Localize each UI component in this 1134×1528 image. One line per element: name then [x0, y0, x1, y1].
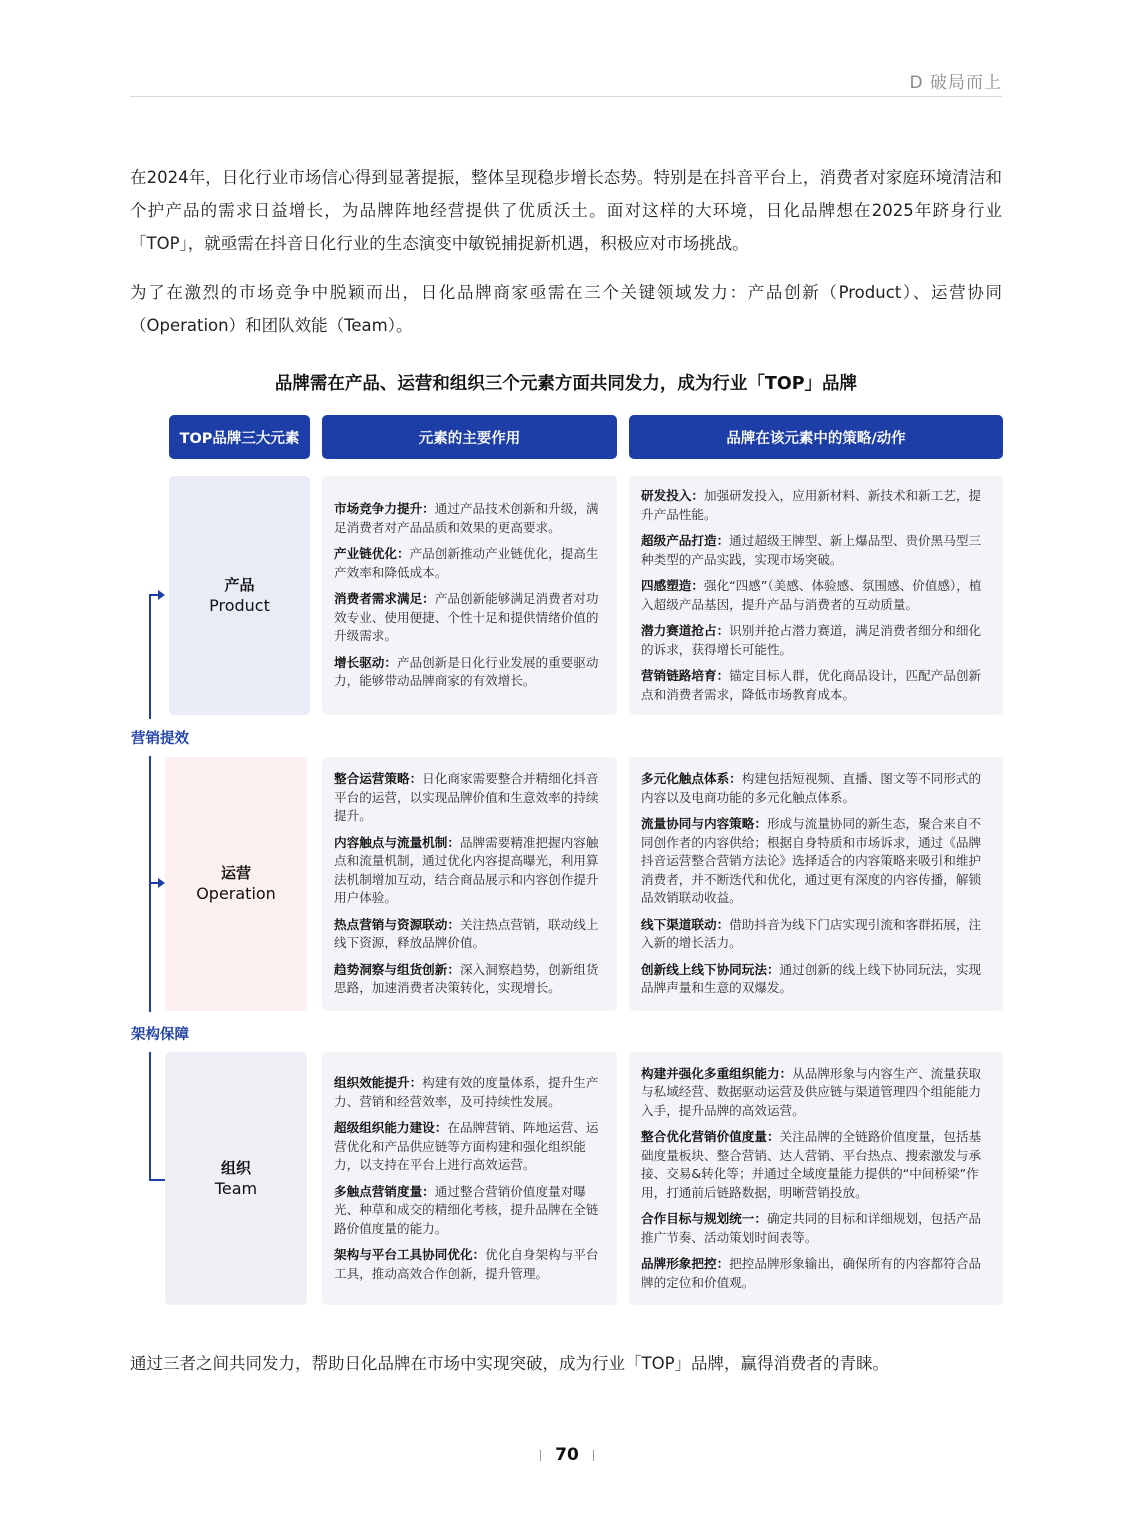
strategy-item — [641, 961, 991, 998]
item-title: 趋势洞察与组货创新： — [334, 961, 460, 977]
header-title: D 破局而上 — [909, 73, 1002, 93]
intro-paragraph-2: 为了在激烈的市场竞争中脱颖而出，日化品牌商家亟需在三个关键领域发力：产品创新（Product）、运营协同（Operation）和团队效能（Team）。 — [130, 283, 1002, 335]
element-box-product — [169, 476, 310, 715]
role-item — [334, 1246, 605, 1283]
item-text: 产品创新能够满足消费者对功效专业、使用便捷、个性十足和提供情绪价值的升级需求。 — [334, 591, 599, 644]
item-title: 内容触点与流量机制： — [334, 834, 460, 850]
element-name-cn: 组织 — [220, 1158, 251, 1177]
role-item — [334, 1183, 605, 1239]
item-text: 识别并抢占潜力赛道，满足消费者细分和细化的诉求，获得增长可能性。 — [641, 623, 982, 657]
item-title: 架构与平台工具协同优化： — [334, 1247, 486, 1262]
strategy-item — [641, 577, 991, 614]
item-text: 优化自身架构与平台工具，推动高效合作创新，提升管理。 — [334, 1247, 599, 1281]
element-name-en: Team — [214, 1178, 258, 1198]
role-item — [334, 834, 605, 908]
page-number-bar-right — [593, 1450, 594, 1461]
strategy-item — [641, 622, 991, 659]
item-title: 营销链路培育： — [641, 668, 730, 683]
page-number: 70 — [555, 1445, 579, 1465]
item-text: 通过整合营销价值度量对曝光、种草和成交的精细化考核，提升品牌在全链路价值度量的能力。 — [334, 1183, 599, 1236]
side-label-structure: 架构保障 — [131, 1027, 189, 1043]
item-text: 构建包括短视频、直播、图文等不同形式的内容以及电商功能的多元化触点体系。 — [641, 771, 982, 805]
item-text: 通过超级王牌型、新上爆品型、贵价黑马型三种类型的产品实践，实现市场突破。 — [641, 533, 982, 567]
item-text: 品牌需要精准把握内容触点和流量机制，通过优化内容提高曝光，利用算法机制增加互动，结合商品展示和内容创作提升用户体验。 — [334, 834, 599, 906]
role-item — [334, 1074, 605, 1111]
item-title: 超级产品打造： — [641, 533, 730, 548]
item-text: 借助抖音为线下门店实现引流和客群拓展，注入新的增长活力。 — [641, 916, 982, 951]
item-text: 关注品牌的全链路价值度量，包括基础度量板块、整合营销、达人营销、平台热点、搜索激发与承接、交易&转化等；并通过全域度量能力提供的“中间桥梁”作用，打通前后链路数据，明晰营销投放。 — [641, 1129, 982, 1200]
item-text: 把控品牌形象输出，确保所有的内容都符合品牌的定位和价值观。 — [641, 1256, 982, 1290]
role-item — [334, 1119, 605, 1175]
item-title: 整合优化营销价值度量： — [641, 1129, 780, 1145]
item-text: 在品牌营销、阵地运营、运营优化和产品供应链等方面构建和强化组织能力，以支持在平台上进行高效运营。 — [334, 1120, 599, 1172]
intro-paragraph-1: 在2024年，日化行业市场信心得到显著提振，整体呈现稳步增长态势。特别是在抖音平台上，消费者对家庭环境清洁和个护产品的需求日益增长，为品牌阵地经营提供了优质沃土。面对这样的大环境，日化品牌想在2025年跻身行业「TOP」，就亟需在抖音日化行业的生态演变中敏锐捕捉新机遇，积极应对市场挑战。 — [130, 168, 1002, 253]
item-text: 强化“四感”（美感、体验感、氛围感、价值感），植入超级产品基因，提升产品与消费者的互动质量。 — [641, 578, 982, 612]
strategy-item — [641, 1255, 991, 1292]
element-box-operation — [165, 757, 307, 1011]
item-text: 构建有效的度量体系，提升生产力、营销和经营效率，及可持续性发展。 — [334, 1075, 599, 1109]
item-text: 确定共同的目标和详细规划，包括产品推广节奏、活动策划时间表等。 — [641, 1211, 982, 1245]
item-text: 锚定目标人群，优化商品设计，匹配产品创新点和消费者需求，降低市场教育成本。 — [641, 668, 982, 702]
strategy-item — [641, 532, 991, 569]
element-name-en: Product — [209, 595, 270, 615]
item-title: 线下渠道联动： — [641, 916, 730, 932]
roles-card-product — [322, 476, 617, 715]
item-text: 产品创新是日化行业发展的重要驱动力，能够带动品牌商家的有效增长。 — [334, 654, 599, 689]
connector-tick-team — [149, 1179, 165, 1181]
figure-title: 品牌需在产品、运营和组织三个元素方面共同发力，成为行业「TOP」品牌 — [274, 374, 858, 394]
item-text: 产品创新推动产业链优化，提高生产效率和降低成本。 — [334, 546, 599, 580]
item-title: 市场竞争力提升： — [334, 501, 435, 517]
connector-line-top — [149, 594, 151, 719]
item-title: 创新线上线下协同玩法： — [641, 961, 780, 977]
role-item — [334, 545, 605, 582]
item-title: 消费者需求满足： — [334, 591, 435, 607]
element-name-en: Operation — [196, 884, 276, 903]
item-title: 产业链优化： — [334, 546, 410, 562]
element-name-cn: 产品 — [224, 575, 255, 594]
item-text: 通过创新的线上线下协同玩法，实现品牌声量和生意的双爆发。 — [641, 961, 982, 996]
strategy-item — [641, 667, 991, 704]
roles-card-operation — [322, 757, 617, 1011]
role-item — [334, 770, 605, 826]
item-title: 多触点营销度量： — [334, 1183, 435, 1199]
item-text: 通过产品技术创新和升级，满足消费者对产品品质和效果的更高要求。 — [334, 501, 599, 535]
item-text: 日化商家需要整合并精细化抖音平台的运营，以实现品牌价值和生意效率的持续提升。 — [334, 771, 599, 824]
strategy-item — [641, 770, 991, 807]
item-title: 四感塑造： — [641, 578, 704, 593]
strategies-card-product — [629, 476, 1003, 715]
item-title: 整合运营策略： — [334, 771, 423, 787]
element-box-team — [165, 1052, 307, 1305]
column-header-strategies: 品牌在该元素中的策略/动作 — [629, 415, 1003, 459]
header-divider — [130, 96, 1002, 97]
item-text: 从品牌形象与内容生产、流量获取与私域经营、数据驱动运营及供应链与渠道管理四个组能能力入手，提升品牌的高效运营。 — [641, 1065, 982, 1118]
strategy-item — [641, 487, 991, 524]
strategy-item — [641, 916, 991, 953]
item-text: 加强研发投入，应用新材料、新技术和新工艺，提升产品性能。 — [641, 488, 982, 522]
role-item — [334, 590, 605, 646]
side-label-marketing: 营销提效 — [131, 731, 189, 747]
outro-paragraph: 通过三者之间共同发力，帮助日化品牌在市场中实现突破，成为行业「TOP」品牌，赢得消费者的青睐。 — [130, 1354, 890, 1373]
item-title: 组织效能提升： — [334, 1075, 423, 1090]
connector-line-bottom — [149, 1052, 151, 1180]
strategies-card-operation — [629, 757, 1003, 1011]
arrow-product-icon — [158, 590, 165, 600]
strategy-item — [641, 1065, 991, 1121]
arrow-operation-icon — [158, 878, 165, 888]
role-item — [334, 916, 605, 953]
item-title: 构建并强化多重组织能力： — [641, 1065, 793, 1081]
item-title: 品牌形象把控： — [641, 1256, 730, 1272]
item-text: 深入洞察趋势，创新组货思路，加速消费者决策转化，实现增长。 — [334, 961, 599, 996]
strategy-item — [641, 815, 991, 908]
role-item — [334, 654, 605, 691]
connector-line-middle — [149, 756, 151, 1012]
item-title: 热点营销与资源联动： — [334, 916, 460, 932]
element-name-cn: 运营 — [220, 864, 251, 882]
item-title: 流量协同与内容策略： — [641, 816, 767, 832]
item-text: 形成与流量协同的新生态，聚合来自不同创作者的内容供给；根据自身特质和市场诉求，通过《品牌抖音运营整合营销方法论》选择适合的内容策略来吸引和维护消费者，并不断迭代和优化，通过更有深度的内容传播，解锁品效销联动收益。 — [641, 816, 982, 906]
role-item — [334, 500, 605, 537]
item-title: 合作目标与规划统一： — [641, 1211, 767, 1227]
strategy-item — [641, 1210, 991, 1247]
strategy-item — [641, 1128, 991, 1202]
item-title: 超级组织能力建设： — [334, 1120, 448, 1135]
strategies-card-team — [629, 1052, 1003, 1305]
role-item — [334, 961, 605, 998]
item-text: 关注热点营销，联动线上线下资源，释放品牌价值。 — [334, 916, 599, 951]
column-header-roles: 元素的主要作用 — [322, 415, 617, 459]
item-title: 增长驱动： — [334, 654, 397, 670]
item-title: 多元化触点体系： — [641, 771, 742, 787]
item-title: 研发投入： — [641, 488, 704, 503]
column-header-elements: TOP品牌三大元素 — [169, 415, 310, 459]
roles-card-team — [322, 1052, 617, 1305]
item-title: 潜力赛道抢占： — [641, 623, 730, 638]
